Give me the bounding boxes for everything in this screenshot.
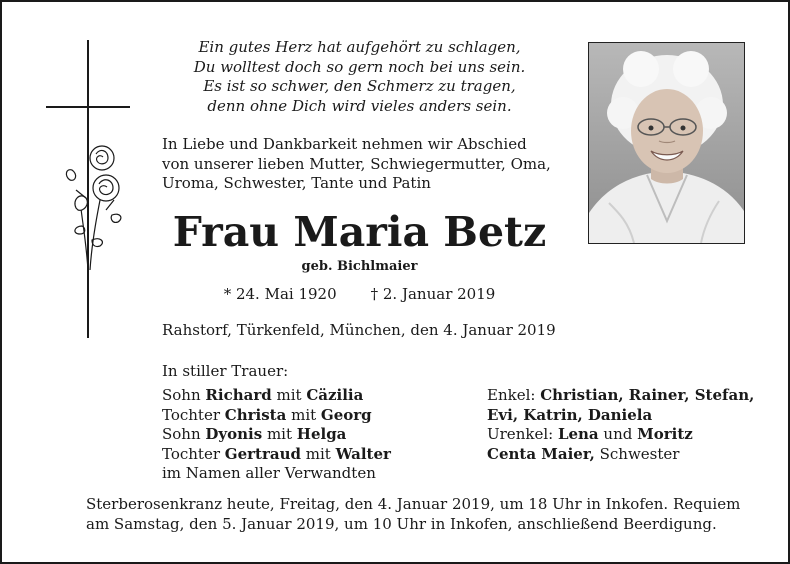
relation: Sohn [162, 386, 206, 404]
deceased-name: Frau Maria Betz [172, 208, 547, 256]
relation: Schwester [594, 444, 680, 463]
poem-line: denn ohne Dich wird vieles anders sein. [207, 96, 512, 115]
birth-date: * 24. Mai 1920 [223, 285, 337, 303]
mourner-name: Christian, Rainer, Stefan, [540, 386, 755, 404]
poem-line: Du wolltest doch so gern noch bei uns sein. [193, 57, 526, 76]
cross-icon [42, 40, 134, 340]
poem-line: Es ist so schwer, den Schmerz zu tragen, [203, 77, 516, 95]
mourner-line [487, 406, 754, 426]
mourner-line [162, 425, 391, 445]
mourner-line [487, 445, 754, 465]
mourner-name: Richard [205, 386, 272, 404]
mourner-name: Evi, Katrin, Daniela [487, 405, 653, 424]
connector: mit [286, 405, 321, 424]
mourner-name: Dyonis [205, 425, 263, 443]
mourner-name: Walter [335, 444, 391, 463]
connector: und [598, 425, 638, 443]
mourner-line [162, 406, 391, 426]
relation: Tochter [162, 405, 225, 424]
relation: Tochter [162, 444, 225, 463]
mourners-left [162, 386, 391, 484]
mourner-name: Helga [296, 425, 347, 443]
connector: mit [271, 386, 307, 404]
poem-line: Ein gutes Herz hat aufgehört zu schlagen, [198, 38, 521, 56]
connector: mit [300, 444, 336, 463]
connector: mit [262, 425, 297, 443]
portrait-photo [588, 42, 745, 244]
death-date: † 2. Januar 2019 [370, 285, 496, 303]
intro-line: Uroma, Schwester, Tante und Patin [162, 174, 431, 192]
intro-line: In Liebe und Dankbarkeit nehmen wir Abschied [162, 135, 527, 153]
relation: Urenkel: [487, 425, 558, 443]
mourner-line [487, 386, 754, 406]
mourner-name: Gertraud [224, 444, 301, 463]
mourner-line [487, 425, 754, 445]
poem [152, 38, 567, 116]
portrait-image [589, 43, 744, 243]
life-dates [152, 284, 567, 304]
service-line: am Samstag, den 5. Januar 2019, um 10 Uhr in Inkofen, anschließend Beerdigung. [86, 515, 717, 533]
mourner-name: Georg [320, 405, 372, 424]
mourners-right [487, 386, 754, 464]
relation: Sohn [162, 425, 206, 443]
service-info [86, 494, 740, 534]
mourner-line: im Namen aller Verwandten [162, 464, 376, 482]
rose-icon [66, 146, 121, 270]
relation: Enkel: [487, 386, 541, 404]
mourner-name: Cäzilia [306, 386, 364, 404]
mourner-line [162, 386, 391, 406]
intro-line: von unserer lieben Mutter, Schwiegermutter, Oma, [162, 154, 551, 173]
mourners-label: In stiller Trauer: [162, 362, 289, 380]
intro-text [162, 135, 582, 194]
service-line: Sterberosenkranz heute, Freitag, den 4. Januar 2019, um 18 Uhr in Inkofen. Requiem [86, 495, 741, 513]
birth-name: geb. Bichlmaier [301, 259, 418, 274]
mourner-name: Moritz [637, 425, 693, 443]
mourner-name: Lena [557, 425, 599, 443]
mourner-name: Centa Maier, [487, 444, 595, 463]
place-date: Rahstorf, Türkenfeld, München, den 4. Januar 2019 [162, 321, 556, 339]
mourner-line [162, 445, 391, 465]
mourner-name: Christa [224, 405, 287, 424]
